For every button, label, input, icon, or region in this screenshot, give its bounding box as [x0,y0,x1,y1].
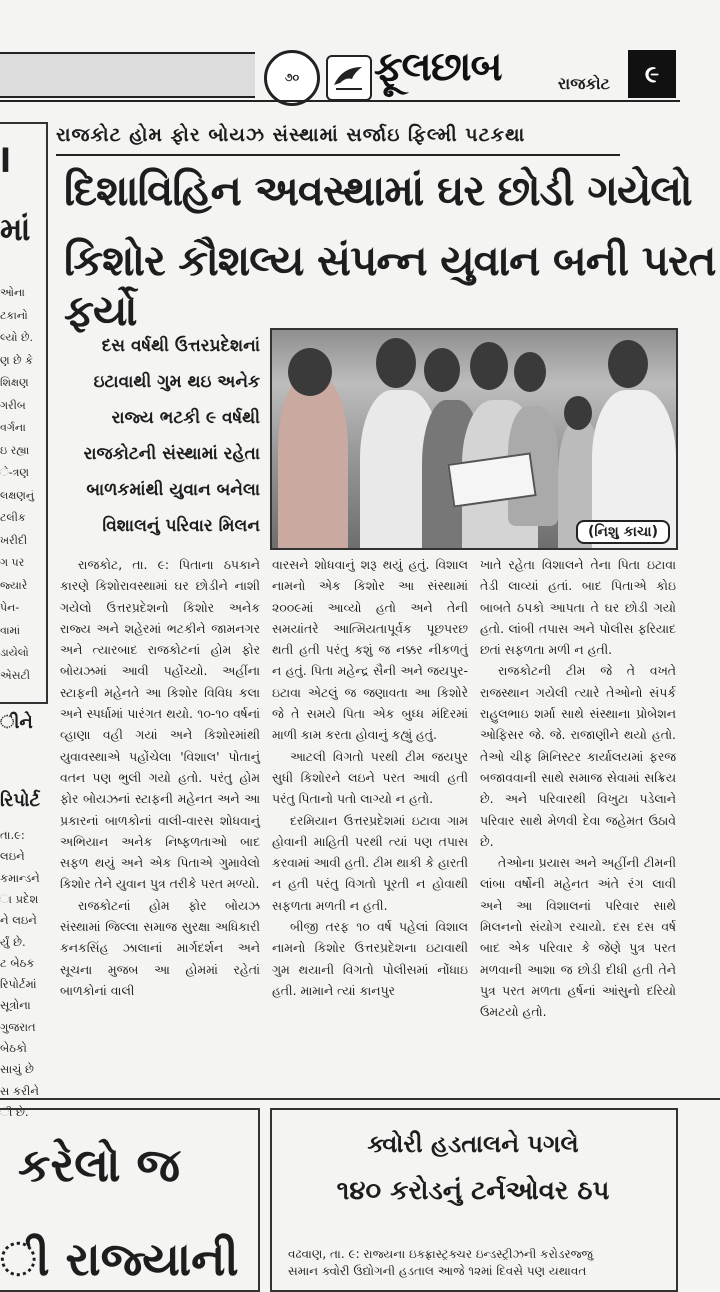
section-rule [0,1098,720,1100]
masthead-rule [0,100,680,102]
edition-city: રાજકોટ [558,74,610,93]
left-fragment-line: શિક્ષણ [0,376,29,389]
paragraph: ખાતે રહેતા વિશાલને તેના પિતા ઇટાવા તેડી લાવ્યાં હતાં. બાદ પિતાએ કોઇ બાબતે ઠપકો આપતા તે ઘર છોડી ગયો હતો. લાંબી તપાસ અને પોલીસ ફરિયાદ છતાં સફળતા મળી ન હતી. [480,557,676,658]
left-fragment-big-top: l [0,142,11,180]
left-subheading: ીને [0,712,33,733]
left-report-line: ટ બેઠક [0,955,35,970]
paragraph: આટલી વિગતો પરથી ટીમ જયપુર સુધી કિશોરને લઇને પરત આવી હતી પરંતુ પિતાનો પતો લાગ્યો ન હતો. [272,748,468,807]
paragraph: દરમિયાન ઉત્તરપ્રદેશમાં ઇટાવા ગામ હોવાની માહિતી પરથી ત્યાં પણ તપાસ કરવામાં આવી હતી. ટીમ થાકી કે હારતી ન હતી પરંતુ વિગતો પૂરતી ન હોવાથી સફળતા મળતી ન હતી. [272,812,468,913]
paragraph: રાજકોટનાં હોમ ફોર બોયઝ સંસ્થામાં જિલ્લા સમાજ સુરક્ષા અધિકારી કનકસિંહ ઝાલાનાં માર્ગદર્શન અને સૂચના મુજબ આ હોમમાં રહેતાં બાળકોનાં વાલી [60,897,260,998]
left-fragment-big-mid: માં [0,210,31,248]
deck-line: રાજ્ય ભટકી ૯ વર્ષથી [111,408,260,428]
paragraph: બીજી તરફ ૧૦ વર્ષ પહેલાં વિશાલ નામનો કિશોર ઉત્તરપ્રદેશના ઇટાવાથી ગુમ થયાની વિગતો પોલીસમાં નોંધાઇ હતી. મામાને ત્યાં કાનપુર [272,919,468,998]
left-report-line: ને લઇને [0,913,37,928]
left-fragment-line: ગરીબ [0,398,26,412]
paragraph: વારસને શોધવાનું શરૂ થયું હતું. વિશાલ નામનો એક કિશોર આ સંસ્થામાં ૨૦૦૯માં આવ્યો હતો અને તેની સમયાંતરે આત્મિયતાપૂર્વક પૂછપરછ થતી હતી પરંતુ કશું જ નક્કર નીકળતું ન હતું. પિતા મહેન્દ્ર સૈની અને જયપુર-ઇટાવા એટલું જ જણાવતા આ કિશોરે જે તે સમયે પિતા એક બુધ્ધ મંદિરમાં માળી કામ કરતા હોવાનું કહ્યું હતું. [272,557,468,743]
left-fragment-line: લ્યો છે. [0,331,33,344]
left-report-line: લઇને [0,849,25,864]
left-fragment-line: ખરીદી [0,533,28,547]
masthead-grey-bar [0,52,255,98]
left-report-line: બેઠકો [0,1041,27,1055]
article-kicker: રાજકોટ હોમ ફોર બોયઝ સંસ્થામાં સર્જાઇ ફિલ્મી પટકથા [56,124,526,146]
quarry-strike-headline-1: ક્વોરી હડતાલને પગલે [367,1130,579,1158]
photo-figure-head [608,340,648,388]
page-number: ૯ [628,50,676,98]
left-fragment-line: જ્યારે [0,578,28,592]
left-report-line: સાચું છે [0,1062,34,1077]
paragraph: રાજકોટની ટીમ જે તે વખતે રાજસ્થાન ગયેલી ત્યારે તેઓનો સંપર્ક રાહુલભાઇ શર્મા સાથે સંસ્થાના પ્રોબેશન ઓફિસર જે. જે. રાજાણીને થયો હતો. તેઓ ચીફ મિનિસ્ટર કાર્યાલયમાં ફરજ બજાવવાની સાથે સમાજ સેવામાં સક્રિય છે. અને પરિવારથી વિખુટા પડેલાને પરિવાર સાથે મેળવી દેવા જહેમત ઉઠાવે છે. [480,663,676,849]
article-column-3 [480,554,676,1023]
left-column-fragment [0,122,48,704]
deck-line: ઇટાવાથી ગુમ થઇ અનેક [93,372,260,392]
left-fragment-line: ટકાનો [0,308,28,322]
news-photo [270,328,678,550]
bird-logo-icon [326,55,372,101]
quarry-strike-body [288,1246,668,1280]
photo-figure-head [564,396,592,430]
deck-line: વિશાલનું પરિવાર મિલન [102,516,260,536]
left-fragment-line: પેન- [0,601,20,614]
left-fragment-line: ગ પર [0,556,25,569]
left-fragment-line: ે-ત્રણ [0,466,30,479]
photo-figure-head [288,348,332,396]
photo-figure-head [424,348,460,392]
left-fragment-line: વર્ગના [0,421,26,434]
left-report-heading: રિપોર્ટ [0,790,41,811]
left-fragment-line: લક્ષણનું [0,488,35,502]
left-report-line: ર્યું છે. [0,934,26,949]
left-report-line: સૂત્રોના [0,998,31,1013]
body-line: સમાન ક્વોરી ઉદ્યોગની હડતાલ આજે ૧૨માં દિવસે પણ યથાવત [288,1264,587,1278]
body-line: વઢવાણ, તા. ૯: રાજ્યના ઇક્ફ્રાસ્ટ્રક્ચર ઇન્ડસ્ટ્રીઝની કરોડરજ્જુ [288,1247,593,1261]
emblem-text: ૭૦ [284,71,300,84]
left-report-line: કમાન્ડને [0,870,40,885]
left-report-line: ી છે. [0,1104,29,1119]
left-fragment-line: ટલીક [0,511,26,524]
left-report-line: ા પ્રદેશ [0,891,39,906]
article-column-2 [272,554,468,1001]
anniversary-emblem [264,50,320,106]
left-report-line: રિપોર્ટમાં [0,977,37,992]
photo-credit: (નિશુ કાચા) [576,520,670,544]
bird-logo-svg [332,63,366,93]
paragraph: તેઓના પ્રયાસ અને અહીંની ટીમની લાંબા વર્ષોની મહેનત અંતે રંગ લાવી અને આ વિશાલનાં પરિવાર સાથે મિલનનો સંયોગ રચાયો. દસ દસ વર્ષ બાદ એક પરિવાર કે જેણે પુત્ર પરત મળવાની આશા જ છોડી દીધી હતી તેને પુત્ર પરત મળતા હર્ષનાં આંસુનો દરિયો ઉમટયો હતો. [480,855,676,1020]
left-fragment-line: એસટી [0,668,31,682]
deck-line: દસ વર્ષથી ઉત્તરપ્રદેશનાં [101,336,260,356]
left-fragment-line: ડાયેલો [0,646,29,659]
article-column-1 [60,554,260,1001]
bottom-left-headline-2: ી રાજ્યાની [0,1232,239,1286]
kicker-underline [56,154,620,156]
photo-figure-head [470,342,508,390]
left-report-line: તા.૯: [0,828,25,842]
photo-figure [278,376,348,550]
left-fragment-line: ઓના [0,286,25,299]
left-report-line: ગુજરાત [0,1019,36,1034]
bottom-left-headline-1: કરેલો જ [18,1138,181,1192]
photo-figure-head [376,338,416,388]
left-fragment-line: વામાં [0,623,21,637]
deck-line: રાજકોટની સંસ્થામાં રહેતા [83,444,260,464]
paragraph: રાજકોટ, તા. ૯: પિતાના ઠપકાને કારણે કિશોરાવસ્થામાં ઘર છોડીને નાશી ગયેલો ઉત્તરપ્રદેશનો કિશોર અનેક રાજ્ય અને શહેરમાં ભટકીને જામનગર અને ત્યારબાદ રાજકોટનાં હોમ ફોર બોયઝમાં આવી પહોંચ્યો. અહીંના સ્ટાફની મહેનતે આ કિશોર વિવિધ કલા અને સ્પર્ધામાં પારંગત થયો. ૧૦-૧૦ વર્ષનાં વ્હાણા વહી ગયાં અને કિશોરમાંથી યુવાવસ્થાએ પહોંચેલા 'વિશાલ' પોતાનું વતન પણ ભુલી ગયો હતો. પરંતુ હોમ ફોર બોયઝનાં સ્ટાફની મહેનત અને આ પ્રકારનાં બાળકોનાં વાલી-વારસ શોધવાનું અભિયાન અનેક નિષ્ફળતાઓ બાદ સફળ થયું અને એક પિતાએ ગુમાવેલો કિશોર તેને યુવાન પુત્ર તરીકે પરત મળ્યો. [60,557,260,892]
deck-line: બાળકમાંથી યુવાન બનેલા [86,480,260,500]
left-fragment-line: ઇ રહ્યા [0,443,30,457]
headline-line-1: દિશાવિહિન અવસ્થામાં ઘર છોડી ગયેલો [64,166,692,215]
left-fragment-line: ણ છે કે [0,353,33,367]
headline-line-2: કિશોર કૌશલ્ય સંપન્ન યુવાન બની પરત ફર્યો [64,236,716,335]
article-deck [60,328,260,544]
newspaper-name: ફૂલછાબ [374,44,502,90]
left-report-line: સ કરીને [0,1083,39,1098]
photo-figure-head [514,352,546,392]
quarry-strike-headline-2: ૧૪૦ કરોડનું ટર્નઓવર ઠપ [336,1176,610,1206]
